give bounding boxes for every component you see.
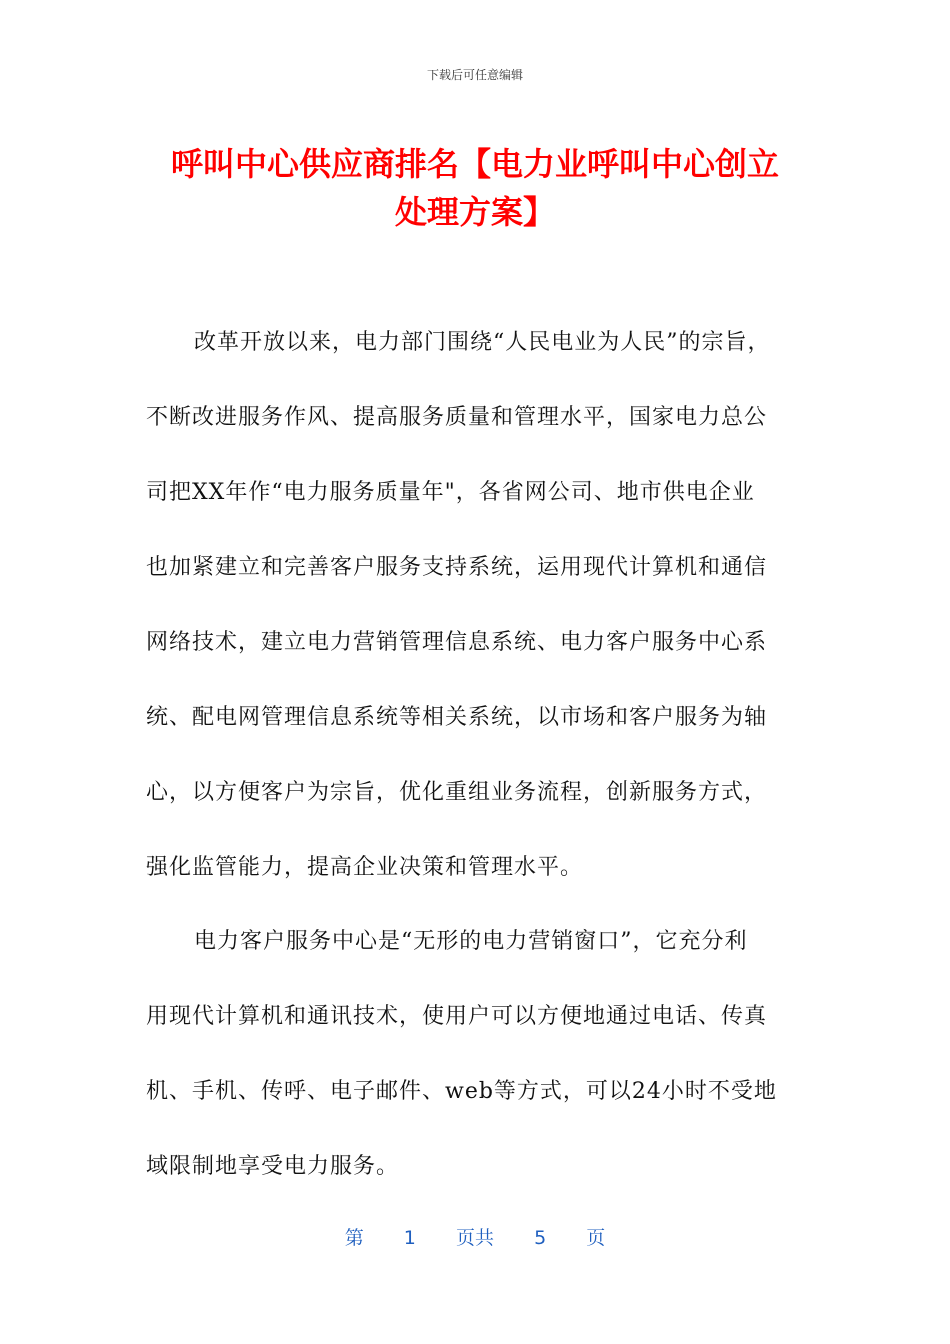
paragraph-line: 心，以方便客户为宗旨，优化重组业务流程，创新服务方式， xyxy=(146,780,768,805)
paragraph-line: 统、配电网管理信息系统等相关系统，以市场和客户服务为轴 xyxy=(146,705,768,730)
title-line-2: 处理方案】 xyxy=(394,193,555,231)
paragraph-line: 不断改进服务作风、提高服务质量和管理水平，国家电力总公 xyxy=(146,405,768,430)
footer-page-suffix: 页 xyxy=(586,1227,606,1249)
footer-current-page: 1 xyxy=(403,1227,416,1249)
page-header-note: 下载后可任意编辑 xyxy=(426,68,523,82)
paragraph-line: 用现代计算机和通讯技术，使用户可以方便地通过电话、传真 xyxy=(146,1004,768,1029)
paragraph-line: 电力客户服务中心是“无形的电力营销窗口”，它充分利 xyxy=(194,929,748,954)
document-title xyxy=(140,140,810,236)
footer-page-prefix: 第 xyxy=(344,1227,364,1249)
paragraph-1 xyxy=(146,305,806,905)
paragraph-line: 也加紧建立和完善客户服务支持系统，运用现代计算机和通信 xyxy=(146,555,768,580)
title-line-1: 呼叫中心供应商排名【电力业呼叫中心创立 xyxy=(170,145,779,183)
paragraph-line: 强化监管能力，提高企业决策和管理水平。 xyxy=(146,855,584,880)
paragraph-line: 机、手机、传呼、电子邮件、web等方式，可以24小时不受地 xyxy=(146,1079,777,1104)
paragraph-line: 司把XX年作“电力服务质量年"，各省网公司、地市供电企业 xyxy=(146,480,755,505)
paragraph-2 xyxy=(146,904,806,1204)
paragraph-line: 网络技术，建立电力营销管理信息系统、电力客户服务中心系 xyxy=(146,630,768,655)
page-footer xyxy=(0,1226,950,1250)
footer-page-mid: 页共 xyxy=(455,1227,494,1249)
paragraph-line: 改革开放以来，电力部门围绕“人民电业为人民”的宗旨， xyxy=(194,330,771,355)
footer-total-pages: 5 xyxy=(534,1227,547,1249)
paragraph-line: 域限制地享受电力服务。 xyxy=(146,1154,400,1179)
